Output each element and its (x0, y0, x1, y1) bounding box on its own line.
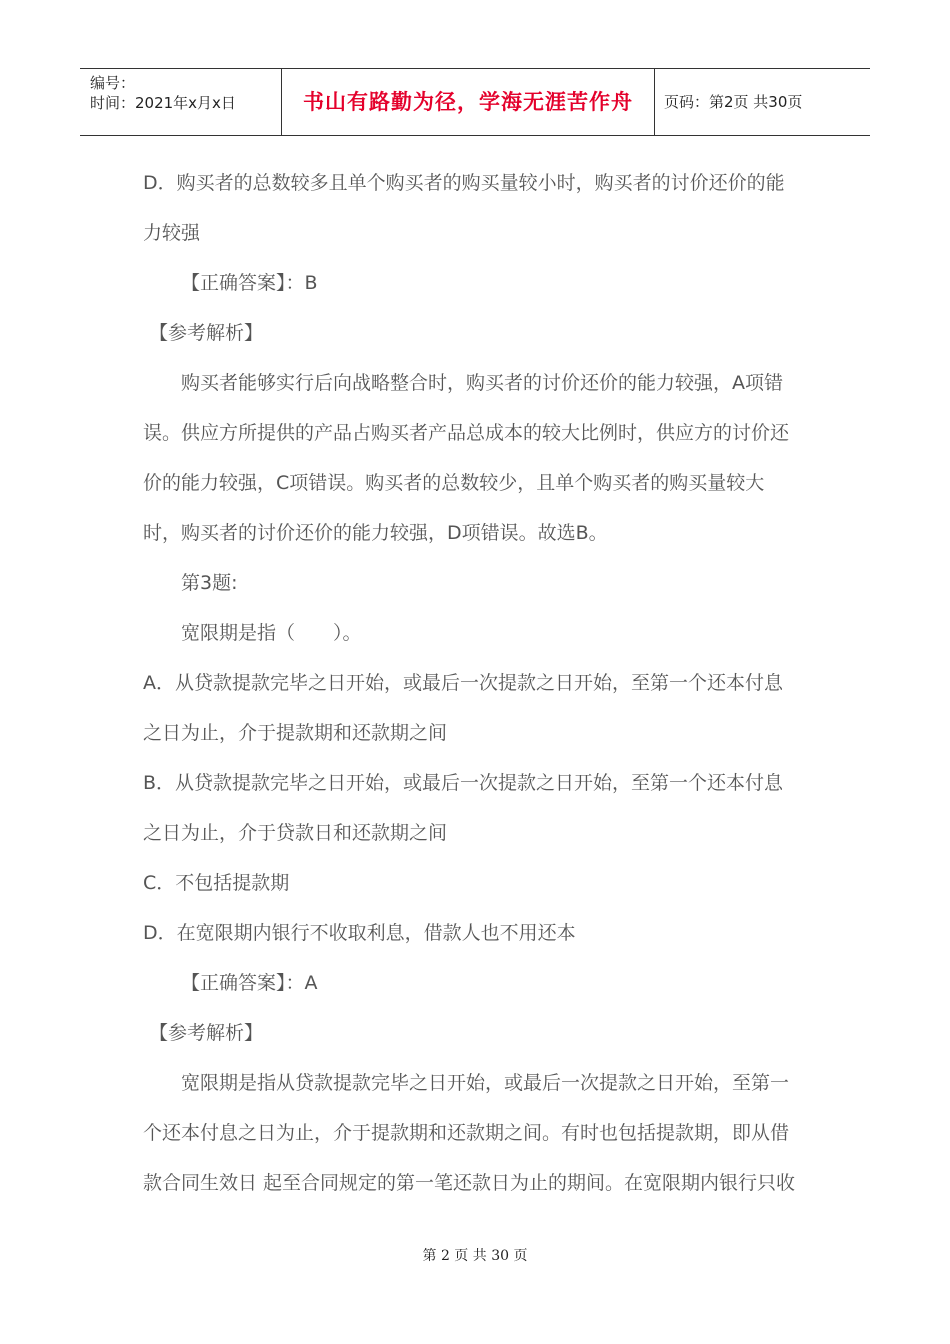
explanation-line: 款合同生效日 起至合同规定的第一笔还款日为止的期间。在宽限期内银行只收 (143, 1172, 796, 1194)
option-b-line-1: B．从贷款提款完毕之日开始，或最后一次提款之日开始，至第一个还本付息 (143, 772, 784, 794)
explanation-line: 价的能力较强，C项错误。购买者的总数较少，且单个购买者的购买量较大 (143, 472, 765, 494)
question-stem: 宽限期是指（ ）。 (181, 622, 362, 644)
explanation-line: 个还本付息之日为止，介于提款期和还款期之间。有时也包括提款期，即从借 (143, 1122, 790, 1144)
option-c: C．不包括提款期 (143, 872, 290, 894)
option-a-line-1: A．从贷款提款完毕之日开始，或最后一次提款之日开始，至第一个还本付息 (143, 672, 783, 694)
explanation-heading: 【参考解析】 (149, 1022, 264, 1044)
option-b-line-2: 之日为止，介于贷款日和还款期之间 (143, 822, 448, 844)
document-body (143, 158, 813, 1208)
explanation-line: 购买者能够实行后向战略整合时，购买者的讨价还价的能力较强，A项错 (181, 372, 783, 394)
option-d: D．在宽限期内银行不收取利息，借款人也不用还本 (143, 922, 576, 944)
correct-answer: 【正确答案】：A (181, 972, 318, 994)
option-d-line-1: D．购买者的总数较多且单个购买者的购买量较小时，购买者的讨价还价的能 (143, 172, 785, 194)
explanation-heading: 【参考解析】 (149, 322, 264, 344)
header-meta (90, 73, 236, 113)
header-page-info: 页码：第2页 共30页 (664, 93, 803, 111)
header-motto: 书山有路勤为径，学海无涯苦作舟 (303, 90, 633, 114)
document-time-label: 时间：2021年x月x日 (90, 94, 236, 112)
explanation-line: 时，购买者的讨价还价的能力较强，D项错误。故选B。 (143, 522, 608, 544)
page-header (80, 68, 870, 136)
correct-answer: 【正确答案】：B (181, 272, 318, 294)
document-number-label: 编号： (90, 74, 136, 92)
question-number: 第3题: (181, 572, 238, 594)
option-a-line-2: 之日为止，介于提款期和还款期之间 (143, 722, 448, 744)
explanation-line: 宽限期是指从贷款提款完毕之日开始，或最后一次提款之日开始，至第一 (181, 1072, 790, 1094)
option-d-line-2: 力较强 (143, 222, 201, 244)
explanation-line: 误。供应方所提供的产品占购买者产品总成本的较大比例时，供应方的讨价还 (143, 422, 790, 444)
header-divider (654, 69, 655, 136)
page-footer: 第 2 页 共 30 页 (422, 1248, 528, 1264)
